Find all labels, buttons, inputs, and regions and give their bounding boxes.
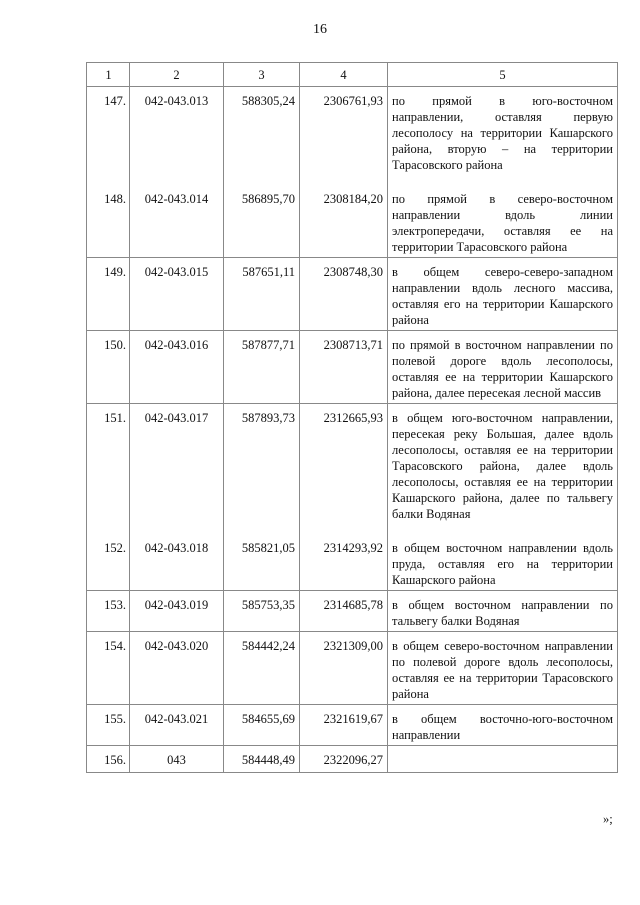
coordinate-x: 587651,11: [224, 258, 300, 331]
coordinate-x: 584442,24: [224, 632, 300, 705]
route-description: в общем северо-северо-западном направлении вдоль лесного массива, оставляя его на территории Кашарского района: [388, 258, 618, 331]
point-code: 042-043.015: [130, 258, 224, 331]
point-code: 042-043.013: [130, 87, 224, 182]
row-number: 151.: [87, 404, 130, 531]
row-number: 149.: [87, 258, 130, 331]
coordinate-y: 2314685,78: [300, 591, 388, 632]
route-description: в общем восточном направлении вдоль пруда, оставляя его на территории Кашарского района: [388, 530, 618, 591]
point-code: 043: [130, 746, 224, 773]
boundary-points-table: [86, 62, 618, 773]
coordinate-x: 588305,24: [224, 87, 300, 182]
table-row: [87, 530, 618, 591]
table-row: [87, 404, 618, 531]
route-description: в общем северо-восточном направлении по полевой дороге вдоль лесополосы, оставляя ее на территории Тарасовского района: [388, 632, 618, 705]
point-code: 042-043.017: [130, 404, 224, 531]
coordinate-y: 2314293,92: [300, 530, 388, 591]
header-col-3: 3: [224, 63, 300, 87]
row-number: 147.: [87, 87, 130, 182]
point-code: 042-043.021: [130, 705, 224, 746]
table-row: [87, 181, 618, 258]
route-description: по прямой в северо-восточном направлении вдоль линии электропередачи, оставляя ее на территории Тарасовского района: [388, 181, 618, 258]
table-row: [87, 591, 618, 632]
route-description: по прямой в юго-восточном направлении, оставляя первую лесополосу на территории Кашарского района, вторую – на территории Тарасовского района: [388, 87, 618, 182]
header-col-1: 1: [87, 63, 130, 87]
table-row: [87, 632, 618, 705]
row-number: 150.: [87, 331, 130, 404]
point-code: 042-043.016: [130, 331, 224, 404]
row-number: 155.: [87, 705, 130, 746]
table-row: [87, 331, 618, 404]
table-row: [87, 258, 618, 331]
coordinate-y: 2308713,71: [300, 331, 388, 404]
row-number: 152.: [87, 530, 130, 591]
coordinate-y: 2321619,67: [300, 705, 388, 746]
coordinate-x: 587877,71: [224, 331, 300, 404]
coordinate-x: 587893,73: [224, 404, 300, 531]
route-description: [388, 746, 618, 773]
table-header-row: [87, 63, 618, 87]
route-description: по прямой в восточном направлении по полевой дороге вдоль лесополосы, оставляя ее на территории Кашарского района, далее пересекая лесной массив: [388, 331, 618, 404]
point-code: 042-043.018: [130, 530, 224, 591]
row-number: 148.: [87, 181, 130, 258]
row-number: 154.: [87, 632, 130, 705]
route-description: в общем восточно-юго-восточном направлении: [388, 705, 618, 746]
coordinate-x: 584448,49: [224, 746, 300, 773]
coordinate-y: 2312665,93: [300, 404, 388, 531]
point-code: 042-043.019: [130, 591, 224, 632]
point-code: 042-043.020: [130, 632, 224, 705]
coordinate-x: 586895,70: [224, 181, 300, 258]
coordinate-x: 585821,05: [224, 530, 300, 591]
point-code: 042-043.014: [130, 181, 224, 258]
route-description: в общем юго-восточном направлении, пересекая реку Большая, далее вдоль лесополосы, оставляя ее на территории Тарасовского района, далее вдоль лесополосы, оставляя ее на территории Кашарского района, далее по тальвегу балки Водяная: [388, 404, 618, 531]
header-col-5: 5: [388, 63, 618, 87]
coordinate-y: 2308184,20: [300, 181, 388, 258]
coordinate-y: 2306761,93: [300, 87, 388, 182]
coordinate-y: 2321309,00: [300, 632, 388, 705]
coordinate-y: 2308748,30: [300, 258, 388, 331]
closing-quote-mark: »;: [603, 812, 613, 826]
table-row: [87, 87, 618, 182]
coordinate-x: 585753,35: [224, 591, 300, 632]
page-number: 16: [313, 22, 327, 37]
table-row: [87, 705, 618, 746]
row-number: 153.: [87, 591, 130, 632]
coordinate-y: 2322096,27: [300, 746, 388, 773]
row-number: 156.: [87, 746, 130, 773]
coordinate-x: 584655,69: [224, 705, 300, 746]
table-row: [87, 746, 618, 773]
header-col-4: 4: [300, 63, 388, 87]
route-description: в общем восточном направлении по тальвегу балки Водяная: [388, 591, 618, 632]
header-col-2: 2: [130, 63, 224, 87]
